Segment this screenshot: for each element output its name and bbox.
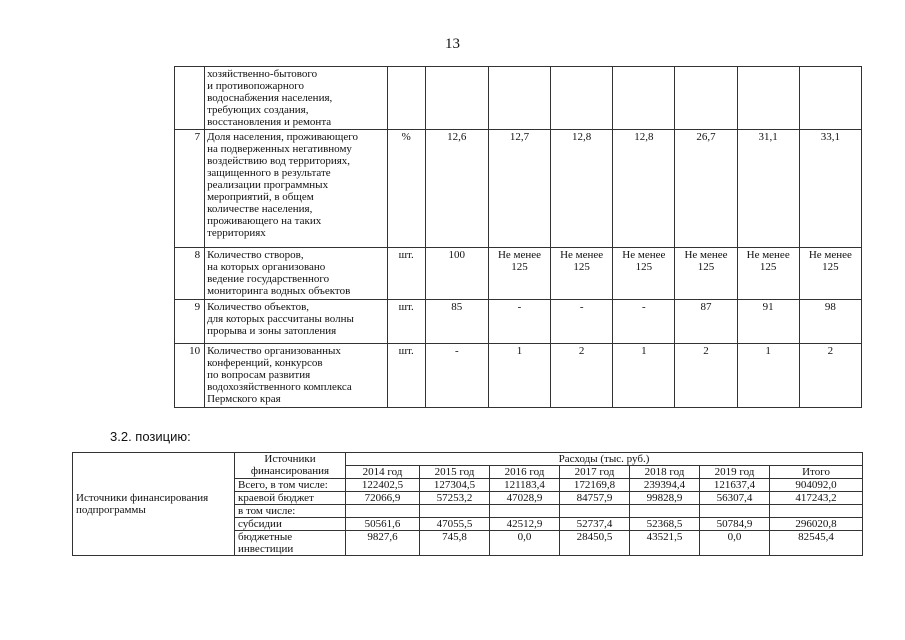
funding-table: [72, 452, 863, 556]
sources-header: Источники финансирования: [235, 453, 346, 479]
indicator-name: Количество створов, на которых организовано ведение государственного мониторинга водных объектов: [205, 248, 388, 300]
amount-cell: 121183,4: [490, 479, 560, 492]
year-header: 2014 год: [346, 466, 420, 479]
amount-cell: [770, 505, 863, 518]
source-name: Всего, в том числе:: [235, 479, 346, 492]
source-name: бюджетные инвестиции: [235, 531, 346, 556]
row-number: 8: [175, 248, 205, 300]
amount-cell: 42512,9: [490, 518, 560, 531]
value-cell: Не менее 125: [799, 248, 861, 300]
indicators-table: [174, 66, 862, 408]
section-heading: 3.2. позицию:: [110, 429, 191, 444]
amount-cell: [420, 505, 490, 518]
year-header: Итого: [770, 466, 863, 479]
funding-label: Источники финансирования подпрограммы: [73, 453, 235, 556]
expenses-header: Расходы (тыс. руб.): [346, 453, 863, 466]
amount-cell: 43521,5: [630, 531, 700, 556]
amount-cell: 47055,5: [420, 518, 490, 531]
amount-cell: 52737,4: [560, 518, 630, 531]
value-cell: 12,8: [551, 130, 613, 248]
value-cell: Не менее 125: [675, 248, 737, 300]
amount-cell: [490, 505, 560, 518]
amount-cell: 745,8: [420, 531, 490, 556]
value-cell: 33,1: [799, 130, 861, 248]
amount-cell: 121637,4: [700, 479, 770, 492]
value-cell: 12,7: [488, 130, 550, 248]
table-row: [175, 248, 862, 300]
indicator-name: хозяйственно-бытового и противопожарного водоснабжения населения, требующих создания, восстановления и ремонта: [205, 67, 388, 130]
indicator-name: Количество объектов, для которых рассчитаны волны прорыва и зоны затопления: [205, 300, 388, 344]
amount-cell: 239394,4: [630, 479, 700, 492]
unit-cell: [387, 67, 425, 130]
source-name: субсидии: [235, 518, 346, 531]
value-cell: 1: [737, 344, 799, 408]
amount-cell: 904092,0: [770, 479, 863, 492]
value-cell: Не менее 125: [551, 248, 613, 300]
value-cell: 12,8: [613, 130, 675, 248]
amount-cell: 84757,9: [560, 492, 630, 505]
value-cell: 2: [675, 344, 737, 408]
value-cell: 87: [675, 300, 737, 344]
value-cell: Не менее 125: [613, 248, 675, 300]
amount-cell: [630, 505, 700, 518]
amount-cell: 82545,4: [770, 531, 863, 556]
amount-cell: 72066,9: [346, 492, 420, 505]
amount-cell: 172169,8: [560, 479, 630, 492]
value-cell: 2: [799, 344, 861, 408]
page-number: 13: [445, 36, 460, 52]
value-cell: 26,7: [675, 130, 737, 248]
amount-cell: 99828,9: [630, 492, 700, 505]
value-cell: [675, 67, 737, 130]
value-cell: [425, 67, 488, 130]
value-cell: 1: [613, 344, 675, 408]
value-cell: -: [613, 300, 675, 344]
amount-cell: 50784,9: [700, 518, 770, 531]
year-header: 2018 год: [630, 466, 700, 479]
table-row: [175, 300, 862, 344]
indicator-name: Доля населения, проживающего на подверженных негативному воздействию вод территориях, защищенного в результате реализации программных мероприятий, в общем количестве населения, проживающего на таких территориях: [205, 130, 388, 248]
source-name: в том числе:: [235, 505, 346, 518]
value-cell: 91: [737, 300, 799, 344]
amount-cell: 417243,2: [770, 492, 863, 505]
value-cell: [613, 67, 675, 130]
amount-cell: 122402,5: [346, 479, 420, 492]
amount-cell: [346, 505, 420, 518]
value-cell: 100: [425, 248, 488, 300]
value-cell: -: [425, 344, 488, 408]
value-cell: 2: [551, 344, 613, 408]
year-header: 2015 год: [420, 466, 490, 479]
value-cell: [488, 67, 550, 130]
value-cell: -: [488, 300, 550, 344]
unit-cell: шт.: [387, 300, 425, 344]
value-cell: Не менее 125: [488, 248, 550, 300]
header-row: [73, 453, 863, 466]
unit-cell: %: [387, 130, 425, 248]
amount-cell: 52368,5: [630, 518, 700, 531]
year-header: 2019 год: [700, 466, 770, 479]
amount-cell: 296020,8: [770, 518, 863, 531]
value-cell: 31,1: [737, 130, 799, 248]
amount-cell: [700, 505, 770, 518]
value-cell: Не менее 125: [737, 248, 799, 300]
year-header: 2017 год: [560, 466, 630, 479]
table-row: [175, 344, 862, 408]
amount-cell: 56307,4: [700, 492, 770, 505]
amount-cell: 28450,5: [560, 531, 630, 556]
row-number: [175, 67, 205, 130]
row-number: 10: [175, 344, 205, 408]
amount-cell: 50561,6: [346, 518, 420, 531]
amount-cell: 57253,2: [420, 492, 490, 505]
amount-cell: 0,0: [490, 531, 560, 556]
value-cell: 98: [799, 300, 861, 344]
value-cell: [737, 67, 799, 130]
unit-cell: шт.: [387, 248, 425, 300]
value-cell: [551, 67, 613, 130]
value-cell: -: [551, 300, 613, 344]
amount-cell: 9827,6: [346, 531, 420, 556]
source-name: краевой бюджет: [235, 492, 346, 505]
table-row: [175, 130, 862, 248]
table-row: [175, 67, 862, 130]
year-header: 2016 год: [490, 466, 560, 479]
amount-cell: [560, 505, 630, 518]
value-cell: 85: [425, 300, 488, 344]
value-cell: 12,6: [425, 130, 488, 248]
amount-cell: 0,0: [700, 531, 770, 556]
unit-cell: шт.: [387, 344, 425, 408]
value-cell: [799, 67, 861, 130]
row-number: 9: [175, 300, 205, 344]
amount-cell: 47028,9: [490, 492, 560, 505]
row-number: 7: [175, 130, 205, 248]
value-cell: 1: [488, 344, 550, 408]
amount-cell: 127304,5: [420, 479, 490, 492]
indicator-name: Количество организованных конференций, конкурсов по вопросам развития водохозяйственного комплекса Пермского края: [205, 344, 388, 408]
